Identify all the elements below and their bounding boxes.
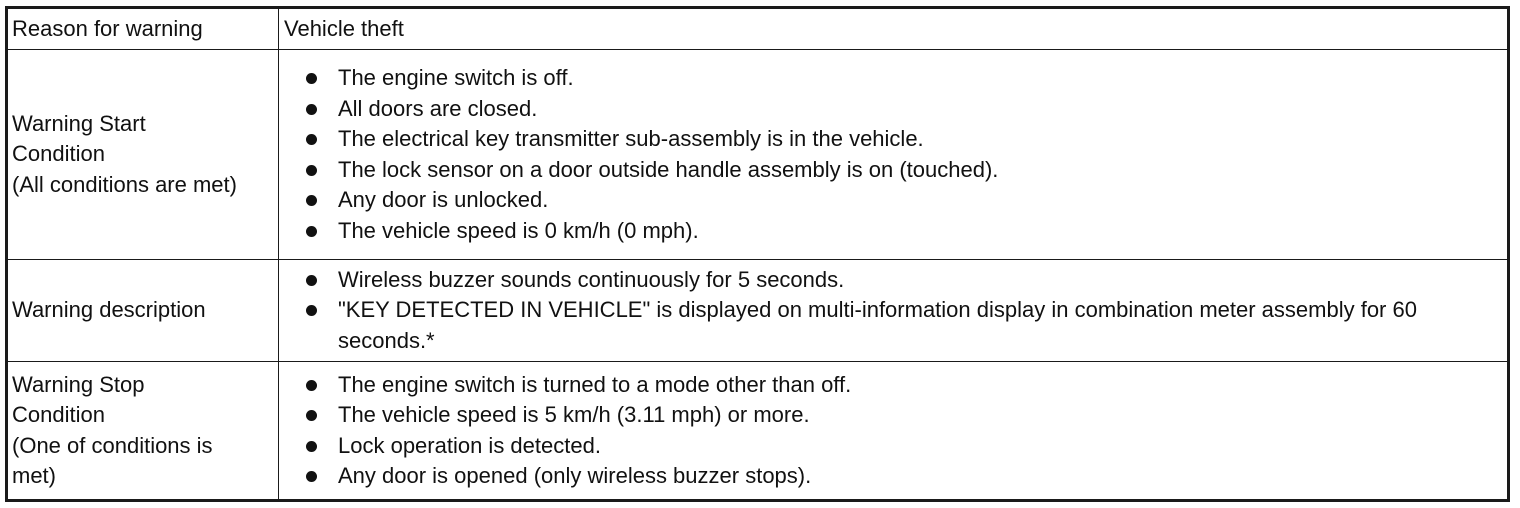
header-row (7, 8, 1509, 50)
bullet-icon (306, 380, 317, 391)
row-label-cell (7, 260, 279, 362)
list-item (304, 431, 1507, 462)
warning-table-container (5, 6, 1507, 499)
row-label-line: Condition (12, 402, 105, 427)
list-item (304, 94, 1507, 125)
list-item-text: Any door is unlocked. (338, 187, 549, 212)
row-label-line: Warning Stop (12, 371, 145, 397)
header-value-cell: Vehicle theft (279, 8, 1509, 50)
row-label-cell (7, 50, 279, 260)
bullet-icon (306, 195, 317, 206)
row-label-line: (One of conditions is (12, 432, 213, 458)
bullet-icon (306, 165, 317, 176)
table-row-description (7, 260, 1509, 362)
bullet-icon (306, 441, 317, 452)
list-item (304, 370, 1507, 401)
bullet-icon (306, 73, 317, 84)
bullet-icon (306, 134, 317, 145)
list-item-text: Wireless buzzer sounds continuously for 5 seconds. (338, 266, 845, 292)
list-item-text: The electrical key transmitter sub-assembly is in the vehicle. (338, 126, 924, 151)
warning-table (5, 6, 1510, 502)
list-item-text: The engine switch is turned to a mode other than off. (338, 371, 852, 397)
bullet-list (284, 370, 1507, 492)
list-item (304, 185, 1507, 216)
table-row-stop-condition (7, 362, 1509, 501)
row-value-cell (279, 260, 1509, 362)
list-item (304, 124, 1507, 155)
row-label-line: (All conditions are met) (12, 171, 237, 197)
list-item (304, 461, 1507, 492)
list-item-text: Any door is opened (only wireless buzzer stops). (338, 463, 812, 488)
bullet-list (284, 265, 1507, 357)
bullet-icon (306, 410, 317, 421)
list-item-text: "KEY DETECTED IN VEHICLE" is displayed on multi-information display in combination meter assembly for 60 seconds.* (338, 297, 1417, 353)
row-label-line: Warning description (12, 297, 206, 323)
list-item (304, 265, 1507, 296)
bullet-list (284, 63, 1507, 246)
row-label-line: Condition (12, 141, 105, 167)
bullet-icon (306, 305, 317, 316)
bullet-icon (306, 471, 317, 482)
list-item (304, 295, 1507, 356)
row-label-cell (7, 362, 279, 501)
list-item-text: The vehicle speed is 5 km/h (3.11 mph) or more. (338, 402, 810, 427)
bullet-icon (306, 104, 317, 115)
bullet-icon (306, 275, 317, 286)
list-item (304, 155, 1507, 186)
row-label-line: met) (12, 463, 56, 488)
row-label-line: Warning Start (12, 110, 146, 136)
row-value-cell (279, 50, 1509, 260)
bullet-icon (306, 226, 317, 237)
table-row-start-condition (7, 50, 1509, 260)
list-item-text: The vehicle speed is 0 km/h (0 mph). (338, 217, 699, 243)
list-item-text: All doors are closed. (338, 95, 538, 121)
header-label-cell: Reason for warning (7, 8, 279, 50)
list-item-text: The lock sensor on a door outside handle assembly is on (touched). (338, 156, 999, 182)
list-item (304, 400, 1507, 431)
row-value-cell (279, 362, 1509, 501)
list-item (304, 63, 1507, 94)
list-item-text: Lock operation is detected. (338, 432, 601, 458)
list-item (304, 216, 1507, 247)
list-item-text: The engine switch is off. (338, 65, 574, 90)
